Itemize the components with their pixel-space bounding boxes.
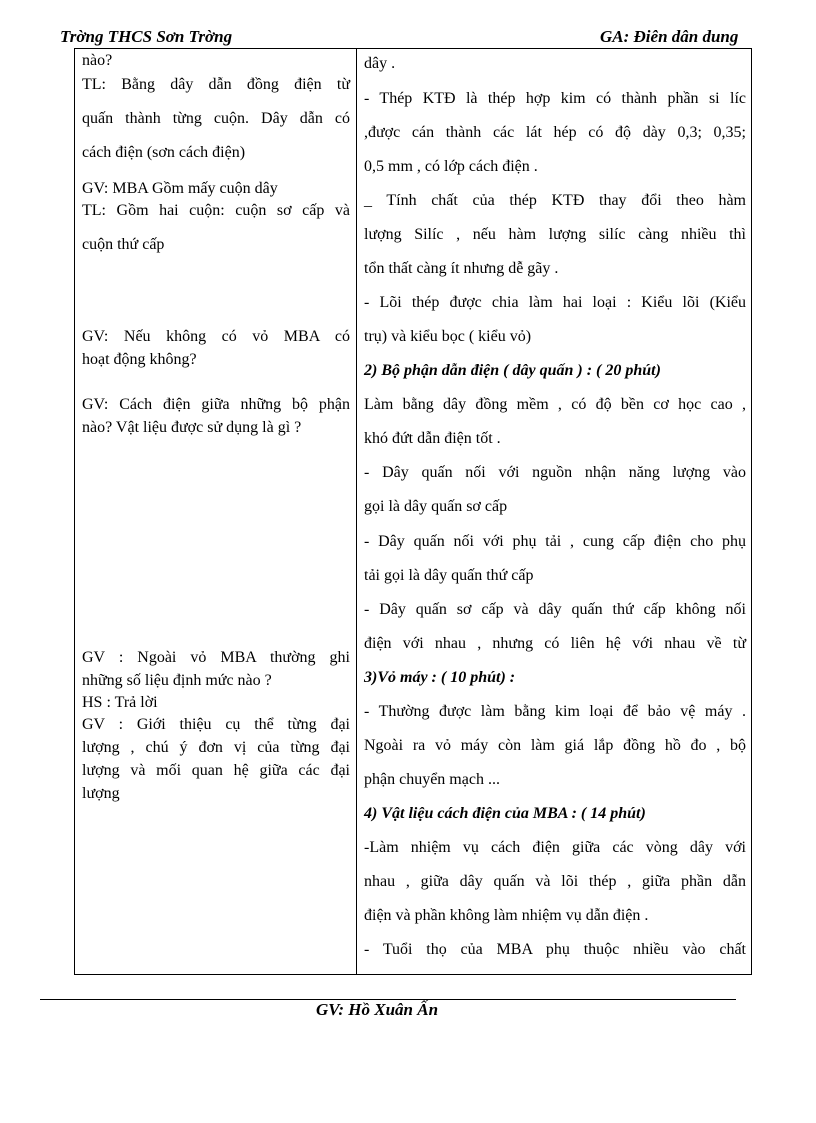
right-line: tải gọi là dây quấn thứ cấp <box>364 567 534 584</box>
left-line: nào? <box>82 52 113 69</box>
left-line: lượng , chú ý đơn vị của từng đại <box>82 739 350 756</box>
left-line: GV : Giới thiệu cụ thể từng đại <box>82 716 350 733</box>
right-line: Làm bằng dây đồng mềm , có độ bền cơ học cao , <box>364 396 746 413</box>
left-line: GV: Cách điện giữa những bộ phận <box>82 396 350 413</box>
column-divider <box>356 48 357 975</box>
right-line: gọi là dây quấn sơ cấp <box>364 498 508 515</box>
header-school: Trờng THCS Sơn Trờng <box>60 27 233 46</box>
right-line: khó đứt dẫn điện tốt . <box>364 430 501 447</box>
left-line: TL: Gồm hai cuộn: cuộn sơ cấp và <box>82 202 350 219</box>
right-line: tổn thất càng ít nhưng dễ gãy . <box>364 260 559 277</box>
right-line: Ngoài ra vỏ máy còn làm giá lắp đồng hồ đo , bộ <box>364 737 746 754</box>
left-line: lượng <box>82 785 120 802</box>
right-line: - Dây quấn sơ cấp và dây quấn thứ cấp không nối <box>364 601 746 618</box>
right-line: - Dây quấn nối với nguồn nhận năng lượng vào <box>364 464 746 481</box>
left-line: nào? Vật liệu được sử dụng là gì ? <box>82 419 302 436</box>
right-line: nhau , giữa dây quấn và lõi thép , giữa phần dẫn <box>364 873 746 890</box>
left-line: GV: MBA Gồm mấy cuộn dây <box>82 180 278 197</box>
left-line: TL: Bằng dây dẫn đồng điện từ <box>82 76 350 93</box>
left-line: cuộn thứ cấp <box>82 236 165 253</box>
section-heading-casing: 3)Vỏ máy : ( 10 phút) : <box>364 669 516 686</box>
left-line: GV: Nếu không có vỏ MBA có <box>82 328 350 345</box>
right-line: điện với nhau , nhưng có liên hệ với nhau về từ <box>364 635 746 652</box>
left-line: quấn thành từng cuộn. Dây dẫn có <box>82 110 350 127</box>
right-line: - Thường được làm bằng kim loại để bảo vệ máy . <box>364 703 746 720</box>
right-line: _ Tính chất của thép KTĐ thay đổi theo hàm <box>364 192 746 209</box>
left-line: GV : Ngoài vỏ MBA thường ghi <box>82 649 350 666</box>
left-line: những số liệu định mức nào ? <box>82 672 272 689</box>
left-line: cách điện (sơn cách điện) <box>82 144 246 161</box>
right-line: ,được cán thành các lát hép có độ dày 0,3; 0,35; <box>364 124 746 141</box>
right-line: - Lõi thép được chia làm hai loại : Kiểu lõi (Kiểu <box>364 294 746 311</box>
right-line: điện và phần không làm nhiệm vụ dẫn điện . <box>364 907 649 924</box>
footer-teacher: GV: Hồ Xuân Ấn <box>316 1000 439 1019</box>
right-line: trụ) và kiểu bọc ( kiểu vỏ) <box>364 328 532 345</box>
right-line: - Tuổi thọ của MBA phụ thuộc nhiều vào chất <box>364 941 746 958</box>
left-line: HS : Trả lời <box>82 694 158 711</box>
right-line: dây . <box>364 55 396 72</box>
left-line: lượng và mối quan hệ giữa các đại <box>82 762 350 779</box>
section-heading-insulation: 4) Vật liệu cách điện của MBA : ( 14 phút) <box>364 805 646 822</box>
right-line: -Làm nhiệm vụ cách điện giữa các vòng dây với <box>364 839 746 856</box>
header-subject: GA: Điên dân dung <box>600 27 739 46</box>
left-line: hoạt động không? <box>82 351 197 368</box>
right-line: phận chuyển mạch ... <box>364 771 500 788</box>
right-line: - Dây quấn nối với phụ tải , cung cấp điện cho phụ <box>364 533 746 550</box>
right-line: 0,5 mm , có lớp cách điện . <box>364 158 538 175</box>
right-line: lượng Silíc , nếu hàm lượng silíc càng nhiều thì <box>364 226 746 243</box>
right-line: - Thép KTĐ là thép hợp kim có thành phần si líc <box>364 90 746 107</box>
section-heading-winding: 2) Bộ phận dẫn điện ( dây quấn ) : ( 20 phút) <box>364 362 661 379</box>
